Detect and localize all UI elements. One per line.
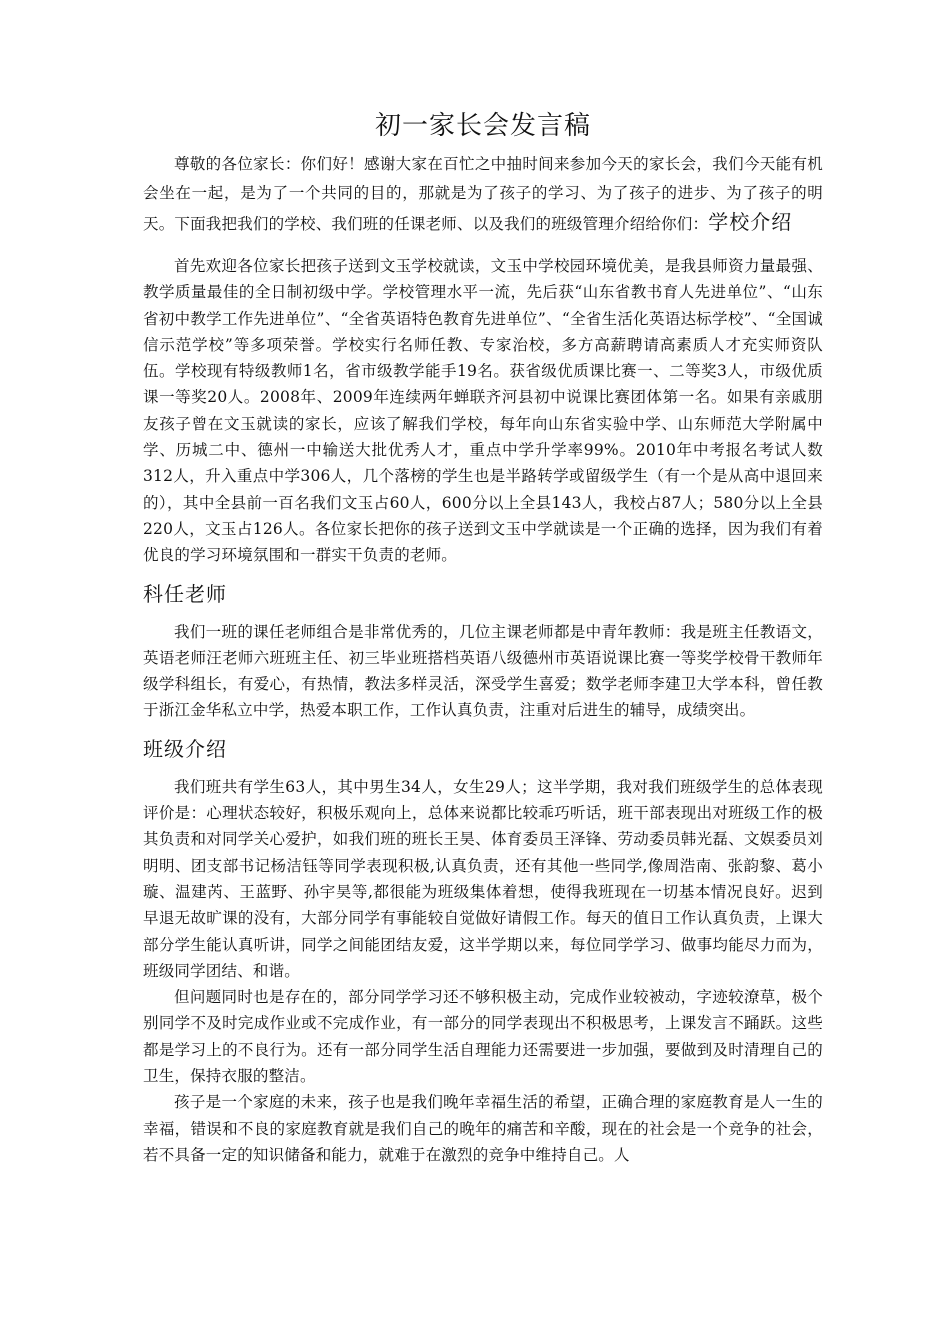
intro-paragraph bbox=[143, 150, 823, 239]
section-heading-teachers: 科任老师 bbox=[143, 581, 227, 606]
school-intro-paragraph: 首先欢迎各位家长把孩子送到文玉学校就读，文玉中学校园环境优美，是我县师资力量最强、教学质量最佳的全日制初级中学。学校管理水平一流，先后获“山东省教书育人先进单位”、“山东省初中教学工作先进单位”、“全省英语特色教育先进单位”、“全省生活化英语达标学校”、“全国诚信示范学校”等多项荣誉。学校实行名师任教、专家治校，多方高薪聘请高素质人才充实师资队伍。学校现有特级教师1名，省市级教学能手19名。获省级优质课比赛一、二等奖3人，市级优质课一等奖20人。2008年、2009年连续两年蝉联齐河县初中说课比赛团体第一名。如果有亲戚朋友孩子曾在文玉就读的家长，应该了解我们学校，每年向山东省实验中学、山东师范大学附属中学、历城二中、德州一中输送大批优秀人才，重点中学升学率99%。2010年中考报名考试人数312人，升入重点中学306人，几个落榜的学生也是半路转学或留级学生（有一个是从高中退回来的），其中全县前一百名我们文玉占60人，600分以上全县143人，我校占87人；580分以上全县220人，文玉占126人。各位家长把你的孩子送到文玉中学就读是一个正确的选择，因为我们有着优良的学习环境氛围和一群实干负责的老师。 bbox=[143, 257, 823, 565]
class-paragraph-1: 我们班共有学生63人，其中男生34人，女生29人；这半学期，我对我们班级学生的总体表现评价是：心理状态较好，积极乐观向上，总体来说都比较乖巧听话，班干部表现出对班级工作的极其负责和对同学关心爱护，如我们班的班长王昊、体育委员王泽锋、劳动委员韩光磊、文娱委员刘明明、团支部书记杨洁钰等同学表现积极,认真负责，还有其他一些同学,像周浩南、张韵黎、葛小璇、温建芮、王蓝野、孙宇昊等,都很能为班级集体着想，使得我班现在一切基本情况良好。迟到早退无故旷课的没有，大部分同学有事能较自觉做好请假工作。每天的值日工作认真负责，上课大部分学生能认真听讲，同学之间能团结友爱，这半学期以来，每位同学学习、做事均能尽力而为，班级同学团结、和谐。 bbox=[143, 777, 823, 980]
intro-text: 尊敬的各位家长：你们好！感谢大家在百忙之中抽时间来参加今天的家长会，我们今天能有机会坐在一起，是为了一个共同的目的，那就是为了孩子的学习、为了孩子的进步、为了孩子的明天。下面我把我们的学校、我们班的任课老师、以及我们的班级管理介绍给你们： bbox=[143, 155, 823, 233]
document-page bbox=[143, 104, 823, 1168]
section-heading-school: 学校介绍 bbox=[708, 210, 793, 234]
class-paragraph-2: 但问题同时也是存在的，部分同学学习还不够积极主动，完成作业较被动，字迹较潦草，极个别同学不及时完成作业或不完成作业，有一部分的同学表现出不积极思考，上课发言不踊跃。这些都是学习上的不良行为。还有一部分同学生活自理能力还需要进一步加强，要做到及时清理自己的卫生，保持衣服的整洁。 bbox=[143, 988, 823, 1086]
section-heading-class: 班级介绍 bbox=[143, 736, 227, 761]
teachers-paragraph: 我们一班的课任老师组合是非常优秀的，几位主课老师都是中青年教师：我是班主任教语文，英语老师汪老师六班班主任、初三毕业班搭档英语八级德州市英语说课比赛一等奖学校骨干教师年级学科组长，有爱心，有热情，教法多样灵活，深受学生喜爱；数学老师李建卫大学本科，曾任教于浙江金华私立中学，热爱本职工作，工作认真负责，注重对后进生的辅导，成绩突出。 bbox=[143, 622, 823, 720]
class-paragraph-3: 孩子是一个家庭的未来，孩子也是我们晚年幸福生活的希望，正确合理的家庭教育是人一生的幸福，错误和不良的家庭教育就是我们自己的晚年的痛苦和辛酸，现在的社会是一个竞争的社会，若不具备一定的知识储备和能力，就难于在激烈的竞争中维持自己。人 bbox=[143, 1093, 823, 1164]
document-title: 初一家长会发言稿 bbox=[374, 111, 591, 141]
